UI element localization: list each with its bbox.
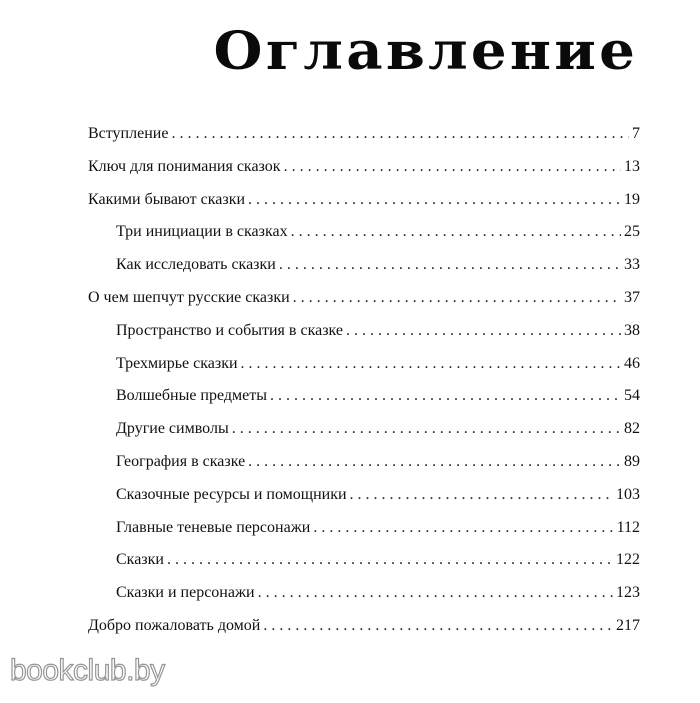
toc-entry-page: 7 bbox=[632, 125, 640, 142]
toc-leader-dots bbox=[293, 282, 621, 315]
toc-entry-title: Главные теневые персонажи bbox=[116, 518, 311, 536]
toc-subentry bbox=[88, 512, 640, 545]
toc-entry bbox=[88, 151, 640, 184]
toc-entry-title: География в сказке bbox=[116, 452, 246, 470]
toc-subentry bbox=[88, 380, 640, 413]
toc-entry bbox=[88, 184, 640, 217]
toc-entry-page: 38 bbox=[624, 321, 640, 339]
toc-leader-dots bbox=[248, 446, 621, 479]
toc-entry bbox=[88, 610, 640, 643]
toc-entry-page: 54 bbox=[624, 387, 640, 405]
toc-leader-dots bbox=[232, 413, 621, 446]
toc-entry-page: 112 bbox=[616, 518, 640, 536]
toc-subentry bbox=[88, 249, 640, 282]
toc-entry bbox=[88, 282, 640, 315]
toc-entry-title: Добро пожаловать домой bbox=[88, 616, 261, 634]
toc-entry-page: 217 bbox=[616, 616, 640, 634]
toc-leader-dots bbox=[313, 512, 613, 545]
toc-leader-dots bbox=[350, 479, 613, 512]
toc-entry-title: Ключ для понимания сказок bbox=[88, 157, 281, 175]
toc-entry-title: О чем шепчут русские сказки bbox=[88, 288, 290, 306]
toc-leader-dots bbox=[346, 315, 621, 348]
toc-entry-page: 103 bbox=[616, 485, 640, 503]
toc-entry-page: 13 bbox=[624, 157, 640, 175]
toc-entry-title: Сказки и персонажи bbox=[116, 584, 255, 602]
toc-subentry bbox=[88, 216, 640, 249]
toc-entry-title: Трехмирье сказки bbox=[116, 354, 238, 372]
toc-entry-page: 122 bbox=[616, 551, 640, 569]
toc-entry-page: 82 bbox=[624, 420, 640, 438]
toc-entry-title: Вступление bbox=[88, 125, 169, 142]
toc-leader-dots bbox=[291, 216, 621, 249]
toc-subentry bbox=[88, 479, 640, 512]
table-of-contents bbox=[88, 118, 640, 643]
toc-entry-title: Пространство и события в сказке bbox=[116, 321, 343, 339]
toc-leader-dots bbox=[263, 610, 613, 643]
toc-subentry bbox=[88, 348, 640, 381]
toc-entry-page: 25 bbox=[624, 223, 640, 241]
toc-entry-title: Как исследовать сказки bbox=[116, 256, 276, 274]
toc-leader-dots bbox=[248, 184, 621, 217]
toc-entry-page: 46 bbox=[624, 354, 640, 372]
toc-subentry bbox=[88, 413, 640, 446]
toc-entry-title: Сказки bbox=[116, 551, 164, 569]
toc-subentry bbox=[88, 544, 640, 577]
toc-entry-title: Другие символы bbox=[116, 420, 229, 438]
toc-entry-page: 37 bbox=[624, 288, 640, 306]
toc-leader-dots bbox=[171, 118, 629, 151]
toc-subentry bbox=[88, 577, 640, 610]
watermark: bookclub.by bbox=[10, 654, 165, 687]
toc-entry bbox=[88, 118, 640, 151]
page-title: Оглавление bbox=[213, 21, 638, 82]
toc-entry-page: 89 bbox=[624, 452, 640, 470]
toc-leader-dots bbox=[279, 249, 621, 282]
toc-leader-dots bbox=[258, 577, 613, 610]
toc-entry-title: Какими бывают сказки bbox=[88, 190, 246, 208]
toc-entry-page: 19 bbox=[624, 190, 640, 208]
toc-leader-dots bbox=[284, 151, 621, 184]
toc-entry-title: Три инициации в сказках bbox=[116, 223, 288, 241]
toc-leader-dots bbox=[167, 544, 613, 577]
toc-entry-title: Сказочные ресурсы и помощники bbox=[116, 485, 347, 503]
toc-entry-page: 123 bbox=[616, 584, 640, 602]
toc-leader-dots bbox=[270, 380, 621, 413]
toc-subentry bbox=[88, 315, 640, 348]
toc-entry-title: Волшебные предметы bbox=[116, 387, 267, 405]
toc-leader-dots bbox=[241, 348, 621, 381]
toc-subentry bbox=[88, 446, 640, 479]
toc-entry-page: 33 bbox=[624, 256, 640, 274]
